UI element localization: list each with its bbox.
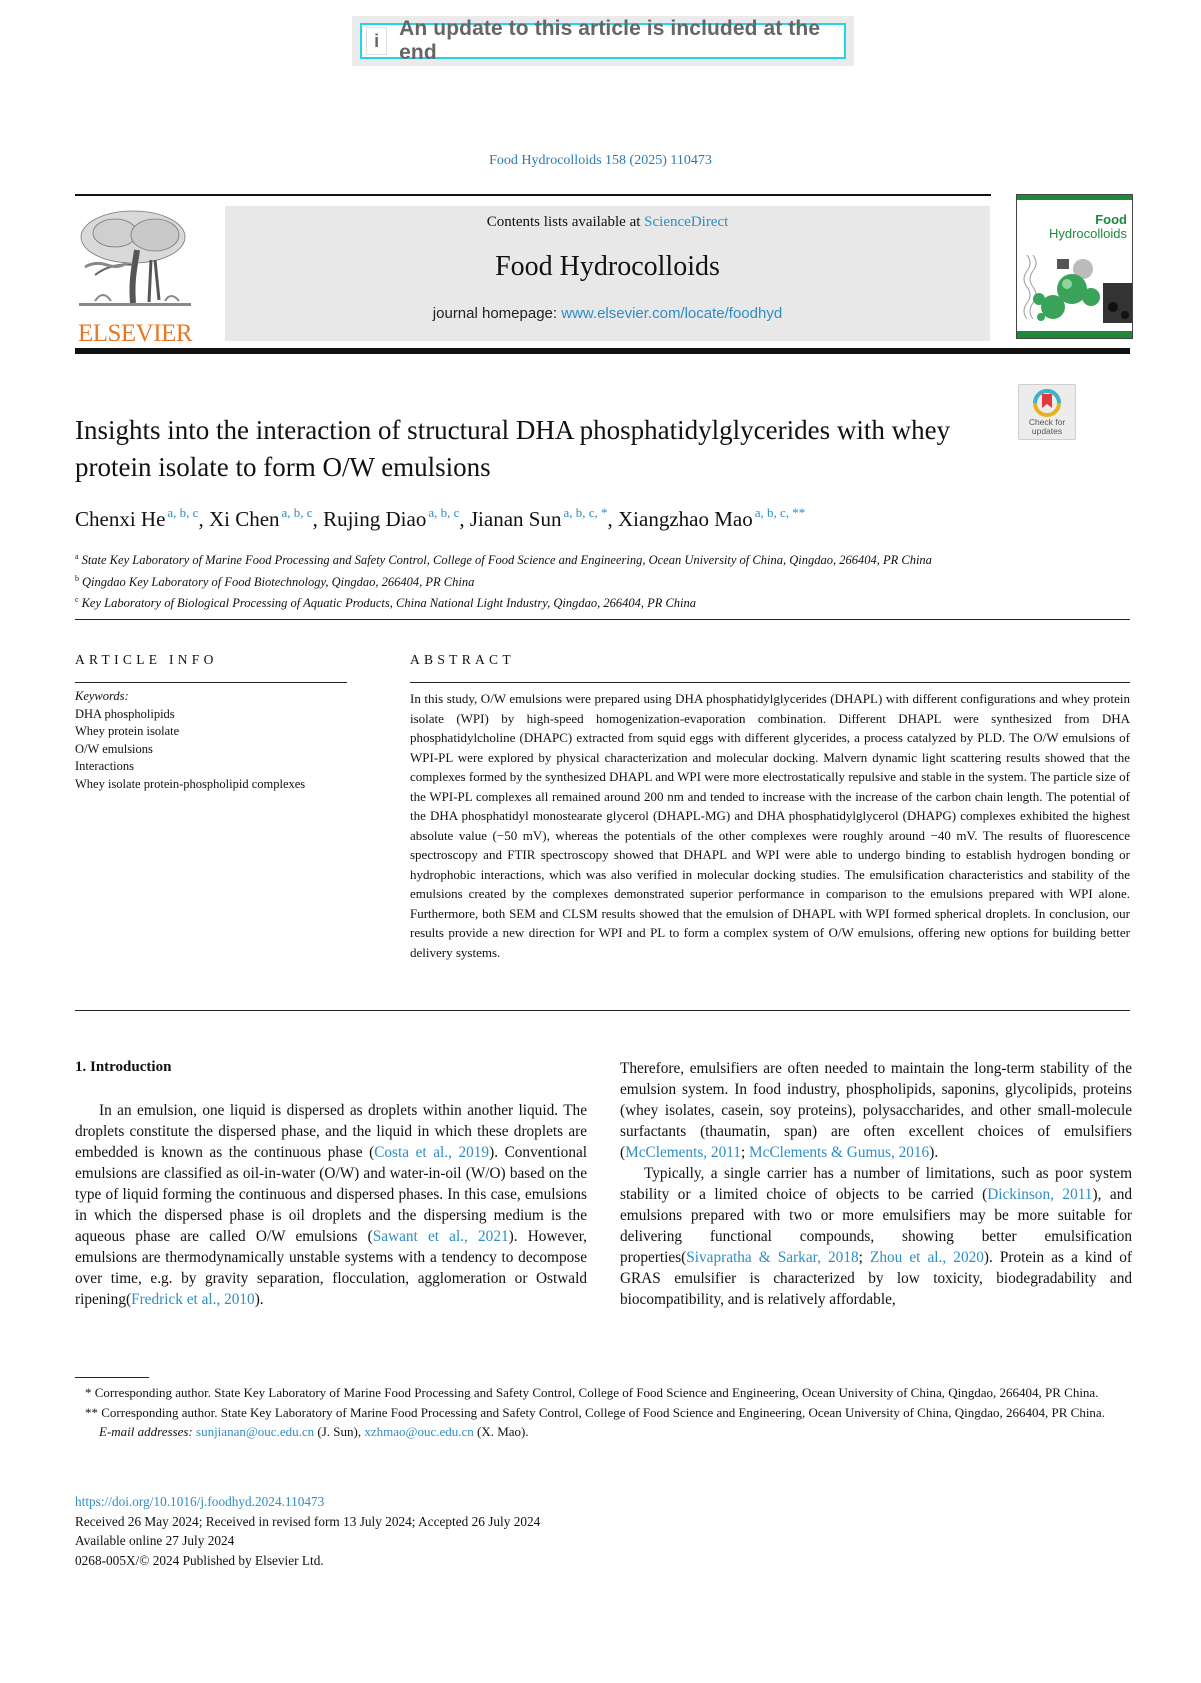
author-name[interactable]: Xiangzhao Mao (618, 507, 753, 531)
journal-homepage-link[interactable]: www.elsevier.com/locate/foodhyd (561, 305, 783, 322)
elsevier-logo[interactable] (75, 205, 195, 345)
abstract-rule (410, 682, 1130, 683)
keyword-item: Whey protein isolate (75, 724, 180, 738)
article-title: Insights into the interaction of structural DHA phosphatidylglycerides with whey protein isolate to form O/W emulsions (75, 415, 951, 482)
author-affiliation-marks[interactable]: a, b, c, ** (754, 505, 806, 520)
check-for-updates-button[interactable] (1018, 384, 1076, 440)
article-history: Received 26 May 2024; Received in revised form 13 July 2024; Accepted 26 July 2024 (75, 1513, 541, 1529)
author-affiliation-marks[interactable]: a, b, c (167, 505, 199, 520)
footnote-corresponding-1 (75, 1383, 1130, 1403)
paragraph-text: Typically, a single carrier has a number of limitations, such as poor system stability or a limited choice of objects to be carried ( (620, 1165, 1132, 1203)
check-updates-line1: Check for (1028, 417, 1066, 427)
affiliation-mark: b (75, 573, 79, 583)
journal-masthead (225, 206, 990, 341)
front-matter-end-rule (75, 1010, 1130, 1011)
update-banner-text[interactable]: An update to this article is included at the end (399, 17, 821, 64)
author-separator: , (459, 507, 470, 531)
affiliations-rule (75, 619, 1130, 620)
affiliation-item (75, 548, 932, 570)
intro-paragraph (75, 1100, 587, 1310)
citation-link[interactable]: Sawant et al., 2021 (372, 1228, 509, 1245)
copyright: 0268-005X/© 2024 Published by Elsevier Ltd. (75, 1552, 324, 1568)
keyword-item: Whey isolate protein-phospholipid complexes (75, 776, 306, 791)
paragraph-text: ). Conventional emulsions are classified as oil-in-water (O/W) and water-in-oil (W/O) based on the type of liquid forming the continuous and dispersed phases. In this case, emulsions in which the dispersed phase is oil droplets and the dispersing medium is the aqueous phase are called O/W emulsions ( (75, 1144, 588, 1245)
cover-title-line2: Hydrocolloids (1048, 225, 1127, 241)
citation-link[interactable]: McClements & Gumus, 2016 (749, 1144, 930, 1161)
affiliation-item (75, 570, 932, 592)
doi-link[interactable]: https://doi.org/10.1016/j.foodhyd.2024.110473 (75, 1494, 325, 1509)
info-icon: i (366, 27, 387, 55)
citation-separator: ; (740, 1144, 750, 1161)
paragraph-text: ). However, emulsions are thermodynamically unstable systems with a tendency to decompose over time, e.g. by gravity separation, flocculation, agglomeration or Ostwald ripening( (75, 1228, 588, 1308)
citation-link[interactable]: Fredrick et al., 2010 (131, 1291, 255, 1308)
cover-artwork-icon (1017, 255, 1133, 330)
intro-paragraph (620, 1058, 1132, 1163)
author-affiliation-marks[interactable]: a, b, c, * (563, 505, 608, 520)
paragraph-text: ). (254, 1291, 264, 1308)
email-owner: (J. Sun), (314, 1424, 365, 1439)
sciencedirect-link[interactable]: ScienceDirect (644, 214, 729, 230)
cover-title (1049, 213, 1127, 240)
contents-prefix: Contents lists available at (486, 214, 645, 230)
footnote-text: Corresponding author. State Key Laboratory of Marine Food Processing and Safety Control, College of Food Science and Engineering, Ocean University of China, Qingdao, 266404, PR China. (91, 1385, 1099, 1400)
available-online: Available online 27 July 2024 (75, 1533, 235, 1548)
citation-link[interactable]: Dickinson, 2011 (987, 1186, 1093, 1203)
homepage-prefix: journal homepage: (432, 305, 562, 322)
keyword-item: DHA phospholipids (75, 706, 175, 721)
journal-cover[interactable] (1016, 194, 1133, 339)
affiliation-text: Key Laboratory of Biological Processing of Aquatic Products, China National Light Industry, Qingdao, 266404, PR China (81, 596, 697, 610)
author-name[interactable]: Xi Chen (208, 507, 280, 531)
update-banner[interactable] (352, 16, 854, 66)
footnote-mark: * (85, 1385, 92, 1400)
citation-separator: ; (858, 1249, 870, 1266)
article-info-heading: ARTICLE INFO (75, 652, 218, 667)
affiliation-mark: a (75, 552, 79, 561)
body-column-right (620, 1058, 1132, 1310)
paragraph-text: ), and emulsions prepared with two or more emulsifiers may be more suitable for delivering functional compounds, showing better emulsification properties( (620, 1186, 1132, 1266)
citation-link[interactable]: Zhou et al., 2020 (869, 1249, 984, 1266)
paragraph-text: Therefore, emulsifiers are often needed to maintain the long-term stability of the emulsion system. In food industry, phospholipids, saponins, glycolipids, proteins (whey isolates, casein, soy proteins), polysaccharides, and other small-molecule surfactants (thaumatin, span) are often excellent choices of emulsifiers ( (620, 1060, 1132, 1161)
cover-band-bottom (1017, 331, 1132, 338)
affiliation-text: State Key Laboratory of Marine Food Processing and Safety Control, College of Food Science and Engineering, Ocean University of China, Qingdao, 266404, PR China (81, 553, 932, 567)
keyword-item: O/W emulsions (75, 741, 153, 756)
keywords-label: Keywords: (75, 689, 129, 703)
footnote-text: Corresponding author. State Key Laboratory of Marine Food Processing and Safety Control, College of Food Science and Engineering, Ocean University of China, Qingdao, 266404, PR China. (98, 1404, 1105, 1420)
email-link[interactable]: xzhmao@ouc.edu.cn (364, 1424, 474, 1439)
citation-link[interactable]: Sivapratha & Sarkar, 2018 (686, 1249, 859, 1266)
elsevier-wordmark: ELSEVIER (77, 320, 193, 347)
email-link[interactable]: sunjianan@ouc.edu.cn (196, 1424, 315, 1439)
cover-band-top (1017, 195, 1132, 200)
check-updates-icon (1032, 388, 1062, 418)
affiliation-mark: c (75, 595, 79, 604)
body-column-left (75, 1100, 587, 1310)
footnote-emails (75, 1422, 1130, 1442)
journal-name: Food Hydrocolloids (495, 251, 720, 282)
author-affiliation-marks[interactable]: a, b, c (428, 505, 460, 520)
email-owner: (X. Mao). (473, 1424, 529, 1439)
author-separator: , (607, 507, 618, 531)
paragraph-text: In an emulsion, one liquid is dispersed as droplets within another liquid. The droplets constitute the dispersed phase, and the liquid in which these droplets are embedded is known as the continuous phase ( (75, 1102, 587, 1161)
author-list (75, 505, 805, 532)
footnote-mark: ** (85, 1404, 98, 1420)
cover-title-line1: Food (1095, 212, 1127, 227)
affiliation-text: Qingdao Key Laboratory of Food Biotechnology, Qingdao, 266404, PR China (82, 574, 475, 589)
abstract-text: In this study, O/W emulsions were prepared using DHA phosphatidylglycerides (DHAPL) with different configurations and whey protein isolate (WPI) by high-speed homogenization-evaporation combination. Different DHAPL were synthesized from DHA phosphatidylcholine (DHAPC) extracted from squid eggs with different glycerides, a process catalyzed by PLD. The O/W emulsions of WPI-PL were explored by physical characterization and molecular docking. Malvern dynamic light scattering results showed that the complexes formed by the synthesized DHAPL and WPI were more electrostatically repulsive and stable in the system. The particle size of the WPI-PL complexes all remained around 200 nm and tended to increase with the increase of the carbon chain length. The potential of the DHA phosphatidyl monostearate glycerol (DHAPL-MG) and DHA phosphatidylglycerol (DHAPG) complexes exhibited the highest absolute value (−50 mV), whereas the potentials of the other complexes were roughly around −40 mV. The results of fluorescence spectroscopy and FTIR spectroscopy showed that DHAPL and WPI were able to undergo binding to establish hydrogen bonding or hydrophobic interactions, which was also verified in molecular docking studies. The emulsification characteristics and stability of the emulsions created by the complexes demonstrated superior performance in comparison to the emulsions prepared with WPI alone. Furthermore, both SEM and CLSM results showed that the emulsion of DHAPL with WPI formed spherical droplets. In conclusion, our results provide a new direction for WPI and PL to form a complex system of O/W emulsions, offering new options for building better delivery systems. (410, 691, 1130, 960)
paragraph-text: ). Protein as a kind of GRAS emulsifier is characterized by low toxicity, biodegradability and biocompatibility, and is relatively affordable, (620, 1249, 1132, 1308)
author-name[interactable]: Jianan Sun (469, 507, 562, 531)
article-info-rule (75, 682, 347, 683)
update-banner-box[interactable] (360, 17, 846, 64)
footnote-rule (75, 1377, 149, 1378)
journal-citation[interactable]: Food Hydrocolloids 158 (2025) 110473 (489, 153, 712, 168)
affiliation-item (75, 591, 932, 613)
author-separator: , (312, 507, 324, 531)
citation-link[interactable]: Costa et al., 2019 (374, 1144, 490, 1161)
homepage-line (225, 305, 990, 322)
abstract-heading: ABSTRACT (410, 652, 515, 667)
author-affiliation-marks[interactable]: a, b, c (281, 505, 313, 520)
elsevier-tree-icon (75, 205, 195, 313)
check-updates-line2: updates (1031, 425, 1063, 436)
masthead-rule (75, 348, 1130, 354)
header-rule (75, 194, 991, 196)
contents-line (225, 214, 990, 231)
affiliations (75, 548, 932, 613)
author-name[interactable]: Chenxi He (75, 507, 166, 531)
citation-link[interactable]: McClements, 2011 (625, 1144, 741, 1161)
footnote-corresponding-2 (75, 1403, 1130, 1423)
keywords-block (75, 688, 305, 793)
author-separator: , (198, 507, 209, 531)
author-name[interactable]: Rujing Diao (323, 507, 427, 531)
email-label: E-mail addresses: (99, 1424, 193, 1439)
intro-paragraph (620, 1163, 1132, 1310)
footnotes (75, 1383, 1130, 1442)
paragraph-text: ). (929, 1144, 939, 1161)
introduction-heading: 1. Introduction (75, 1059, 172, 1075)
article-metadata (75, 1492, 540, 1570)
keyword-item: Interactions (75, 759, 135, 773)
